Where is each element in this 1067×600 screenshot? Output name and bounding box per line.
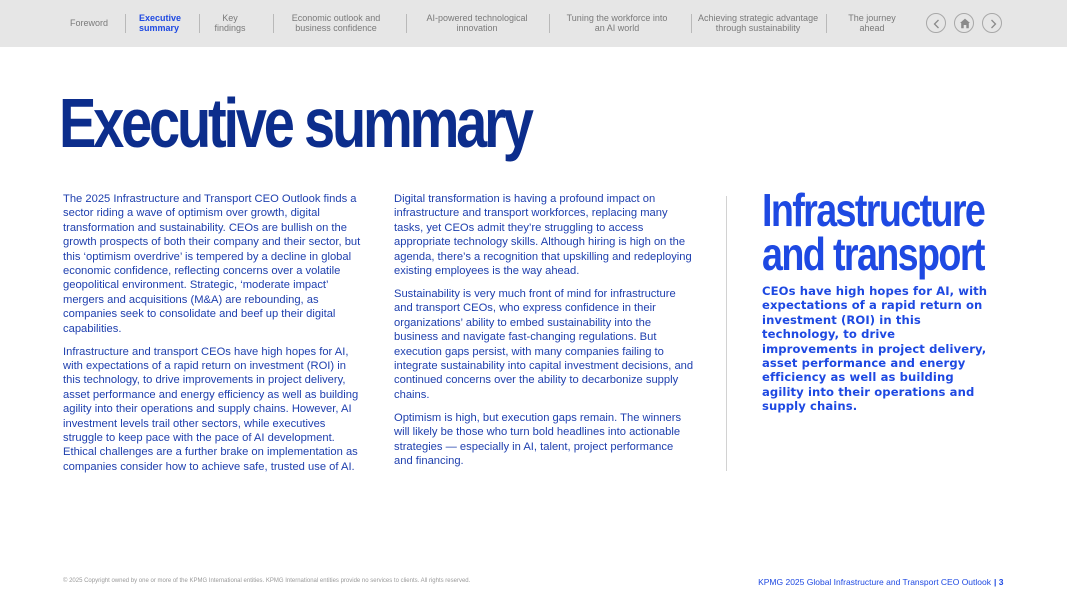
nav-separator [125, 14, 126, 33]
callout-heading-line: Infrastructure [762, 184, 985, 236]
page-number: | 3 [994, 577, 1004, 587]
nav-item-label: summary [139, 23, 180, 33]
body-column-2 [394, 192, 694, 477]
back-button[interactable] [926, 13, 946, 33]
nav-separator [273, 14, 274, 33]
home-icon [955, 14, 975, 34]
chevron-right-icon [983, 14, 1003, 34]
nav-item-label: innovation [456, 23, 498, 33]
forward-button[interactable] [982, 13, 1002, 33]
nav-item-label: findings [214, 23, 246, 33]
body-paragraph: Optimism is high, but execution gaps remain. The winners will likely be those who turn bold headlines into actionable strategies — especially in AI, talent, project performance and financing. [394, 411, 682, 467]
callout-body: CEOs have high hopes for AI, with expectations of a rapid return on investment (ROI) in this technology, to drive improvements in project delivery, asset performance and energy efficiency as well as building agility into their operations and supply chains. [762, 284, 988, 414]
column-divider [726, 196, 727, 471]
nav-item-label: an AI world [594, 23, 640, 33]
nav-item-label: business confidence [295, 23, 377, 33]
nav-separator [826, 14, 827, 33]
nav-item-label: Economic outlook and [291, 13, 381, 23]
nav-item-sustainability[interactable] [698, 13, 818, 33]
nav-item-label: AI-powered technological [426, 13, 528, 23]
nav-item-label: Achieving strategic advantage [698, 13, 819, 23]
nav-item-economic-outlook[interactable] [285, 13, 387, 33]
nav-item-label: Tuning the workforce into [566, 13, 668, 23]
nav-item-ai-innovation[interactable] [420, 13, 534, 33]
nav-item-workforce[interactable] [562, 13, 672, 33]
nav-separator [549, 14, 550, 33]
page-title: Executive summary [59, 84, 531, 162]
nav-separator [406, 14, 407, 33]
nav-item-key-findings[interactable] [212, 13, 248, 33]
nav-separator [691, 14, 692, 33]
nav-item-foreword[interactable] [70, 18, 108, 28]
publication-title: KPMG 2025 Global Infrastructure and Transport CEO Outlook [758, 577, 991, 587]
home-button[interactable] [954, 13, 974, 33]
nav-item-label: Foreword [70, 18, 109, 28]
body-paragraph: Sustainability is very much front of mind for infrastructure and transport CEOs, who express confidence in their organizations’ ability to embed sustainability into the business and navigate fast-changing regulations. But execution gaps persist, with many companies failing to integrate sustainability into capital investment decisions, and continued concerns over the ability to decarbonize supply chains. [394, 287, 694, 401]
nav-item-label: Executive [139, 13, 182, 23]
body-paragraph: Digital transformation is having a profound impact on infrastructure and transport workforces, replacing many tasks, yet CEOs admit they’re struggling to access appropriate technology skills. Although hiring is high on the agenda, there’s a recognition that upskilling and redeploying existing employees is the way ahead. [394, 193, 692, 278]
nav-item-label: ahead [859, 23, 885, 33]
body-paragraph: Infrastructure and transport CEOs have high hopes for AI, with expectations of a rapid return on investment (ROI) in this technology, to drive improvements in project delivery, asset performance and energy efficiency as well as building agility into their operations and supply chains. However, AI investment levels trail other sectors, while executives struggle to keep pace with the pace of AI development. Ethical challenges are a further brake on implementation as companies consider how to achieve safe, trusted use of AI. [63, 345, 359, 473]
nav-item-label: Key [222, 13, 238, 23]
body-paragraph: The 2025 Infrastructure and Transport CEO Outlook finds a sector riding a wave of optimism over growth, digital transformation and sustainability. CEOs are bullish on the growth prospects of both their company and their sector, but this ‘optimism overdrive’ is tempered by a decline in global economic confidence, reflecting concerns over a volatile geopolitical environment. Strategic, ‘moderate impact’ mergers and acquisitions (M&A) are rebounding, as companies seek to consolidate and beef up their digital capabilities. [63, 193, 361, 335]
nav-item-executive-summary[interactable] [139, 13, 181, 33]
nav-separator [199, 14, 200, 33]
body-column-1 [63, 192, 363, 483]
callout-heading [762, 184, 985, 280]
copyright-notice: © 2025 Copyright owned by one or more of the KPMG International entities. KPMG International entities provide no services to clients. All rights reserved. [63, 578, 471, 584]
nav-item-label: through sustainability [715, 23, 801, 33]
top-navigation [0, 0, 1067, 47]
chevron-left-icon [927, 14, 947, 34]
nav-item-label: The journey [848, 13, 896, 23]
nav-item-journey-ahead[interactable] [842, 13, 902, 33]
callout-heading-line: and transport [762, 228, 984, 280]
